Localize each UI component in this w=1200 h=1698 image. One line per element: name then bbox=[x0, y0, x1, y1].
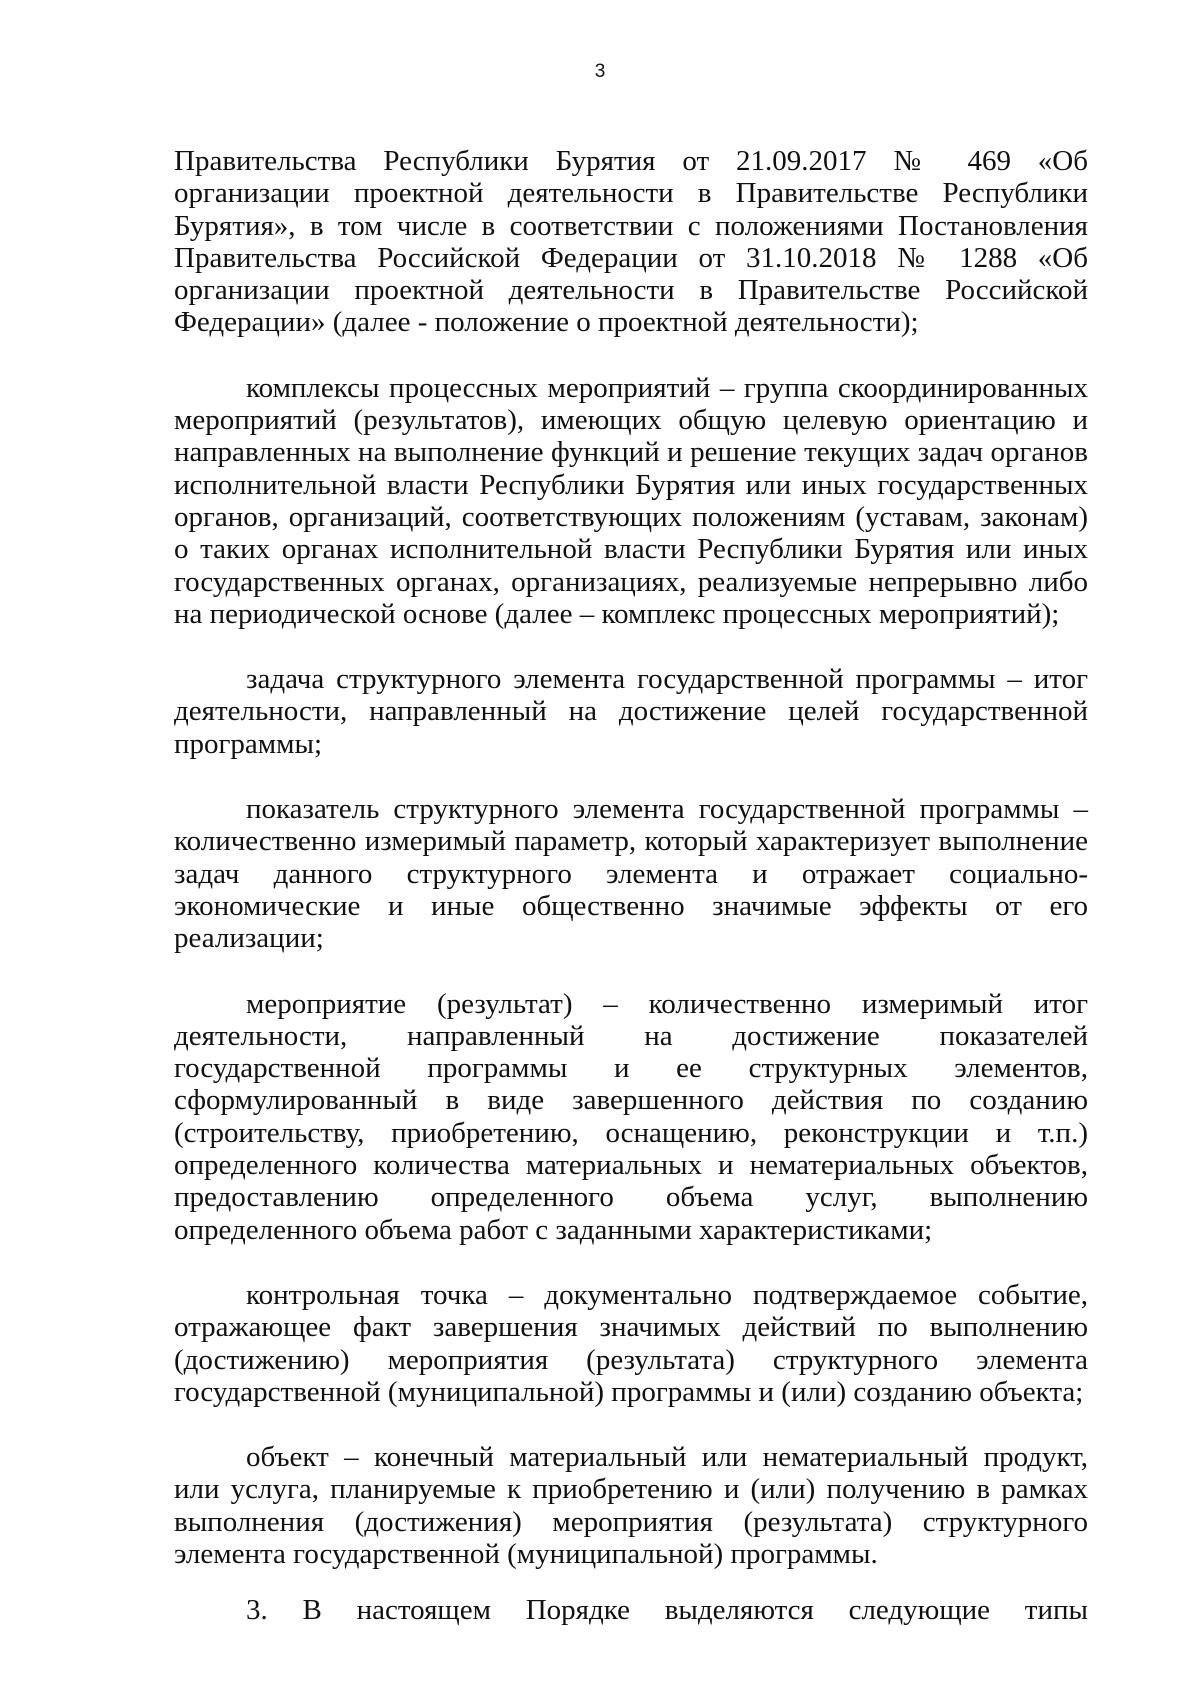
paragraph-measure-result-definition: мероприятие (результат) – количественно измеримый итог деятельности, направленный на достижение показателей государственной программы и ее структурных элементов, сформулированный в виде завершенного действия по созданию (строительству, приобретению, оснащению, реконструкции и т.п.) определенного количества материальных и нематериальных объектов, предоставлению определенного объема услуг, выполнению определенного объема работ с заданными характеристиками; bbox=[174, 987, 1088, 1246]
paragraph-control-point-definition: контрольная точка – документально подтверждаемое событие, отражающее факт завершения значимых действий по выполнению (достижению) мероприятия (результата) структурного элемента государственной (муниципальной) программы и (или) созданию объекта; bbox=[174, 1278, 1088, 1408]
paragraph-task-definition: задача структурного элемента государственной программы – итог деятельности, направленный на достижение целей государственной программы; bbox=[174, 663, 1088, 760]
paragraph-section-3-start: 3. В настоящем Порядке выделяются следующие типы bbox=[246, 1594, 1088, 1627]
paragraph-indicator-definition: показатель структурного элемента государственной программы – количественно измеримый параметр, который характеризует выполнение задач данного структурного элемента и отражает социально-экономические и иные общественно значимые эффекты от его реализации; bbox=[174, 793, 1088, 955]
paragraph-project-activity-continuation: Правительства Республики Бурятия от 21.09.2017 № 469 «Об организации проектной деятельности в Правительстве Республики Бурятия», в том числе в соответствии с положениями Постановления Правительства Российской Федерации от 31.10.2018 № 1288 «Об организации проектной деятельности в Правительстве Российской Федерации» (далее - положение о проектной деятельности); bbox=[174, 145, 1088, 339]
document-body bbox=[174, 145, 1088, 1627]
page-number: 3 bbox=[594, 61, 606, 82]
paragraph-process-measures-definition: комплексы процессных мероприятий – группа скоординированных мероприятий (результатов), имеющих общую целевую ориентацию и направленных на выполнение функций и решение текущих задач органов исполнительной власти Республики Бурятия или иных государственных органов, организаций, соответствующих положениям (уставам, законам) о таких органах исполнительной власти Республики Бурятия или иных государственных органах, организациях, реализуемые непрерывно либо на периодической основе (далее – комплекс процессных мероприятий); bbox=[174, 371, 1088, 630]
paragraph-object-definition: объект – конечный материальный или нематериальный продукт, или услуга, планируемые к приобретению и (или) получению в рамках выполнения (достижения) мероприятия (результата) структурного элемента государственной (муниципальной) программы. bbox=[174, 1441, 1088, 1570]
